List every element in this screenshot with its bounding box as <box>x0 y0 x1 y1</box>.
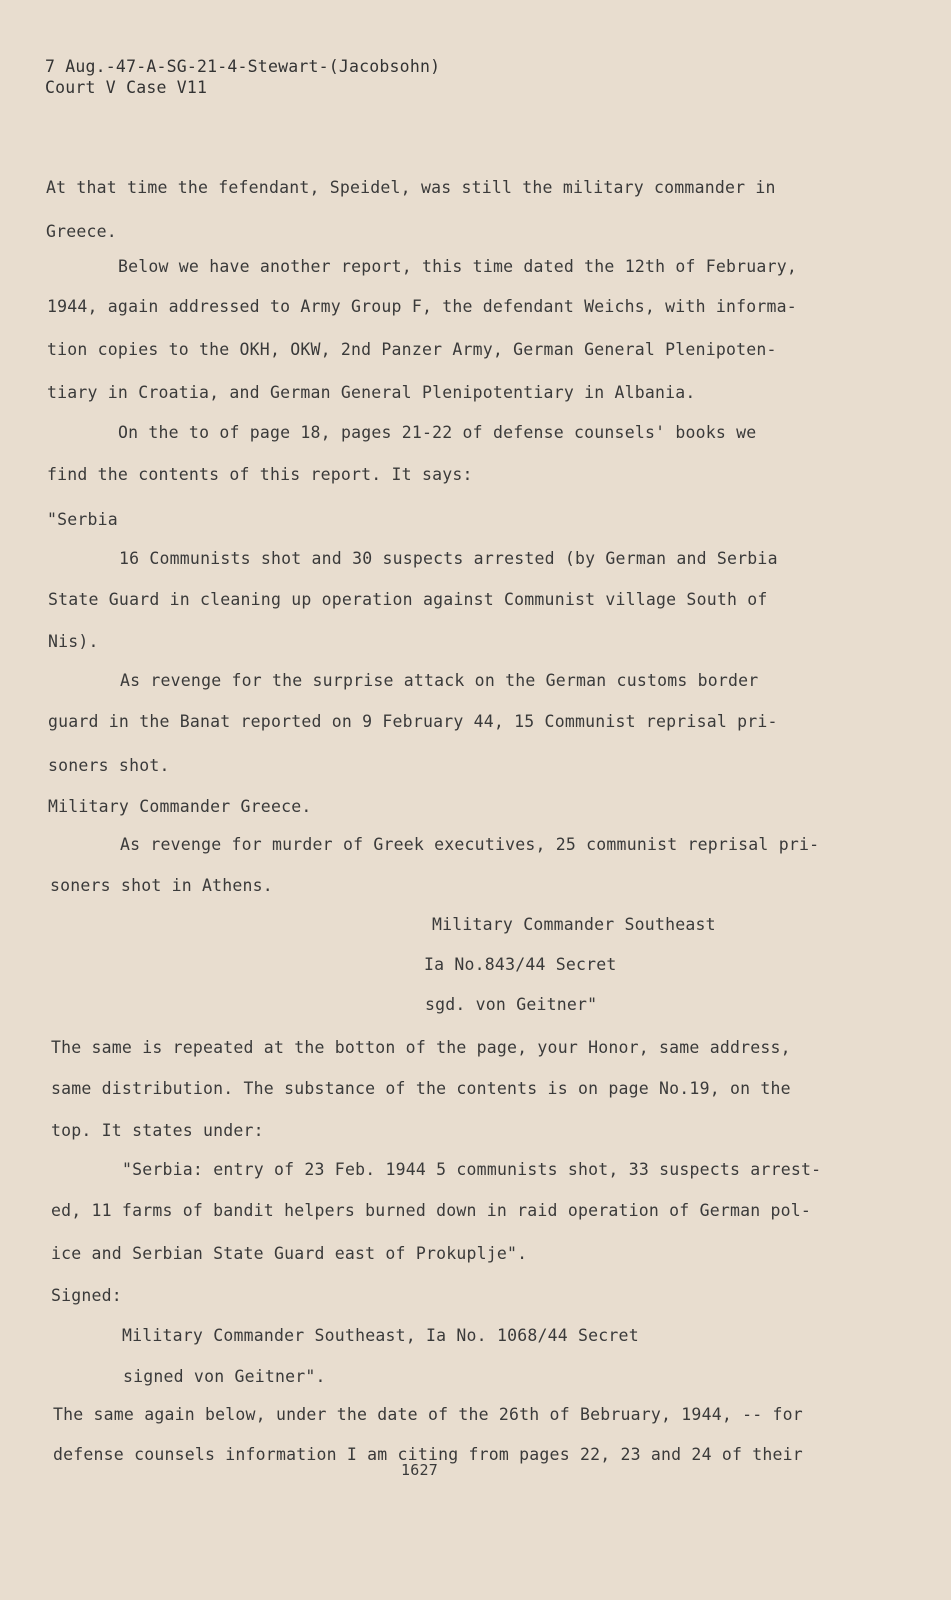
body-line: find the contents of this report. It says: <box>47 465 473 484</box>
header-line-2: Court V Case V11 <box>45 78 208 97</box>
body-line: State Guard in cleaning up operation against Communist village South of <box>48 590 768 609</box>
body-line: "Serbia: entry of 23 Feb. 1944 5 communists shot, 33 suspects arrest- <box>122 1160 822 1179</box>
body-line: 1944, again addressed to Army Group F, the defendant Weichs, with informa- <box>47 297 797 316</box>
body-line: tion copies to the OKH, OKW, 2nd Panzer Army, German General Plenipoten- <box>47 340 777 359</box>
body-line: On the to of page 18, pages 21-22 of defense counsels' books we <box>118 423 757 442</box>
header-line-1: 7 Aug.-47-A-SG-21-4-Stewart-(Jacobsohn) <box>45 57 441 76</box>
body-line: "Serbia <box>47 510 118 529</box>
body-line: At that time the fefendant, Speidel, was still the military commander in <box>46 178 776 197</box>
body-line: The same is repeated at the botton of the page, your Honor, same address, <box>51 1038 791 1057</box>
page-number: 1627 <box>401 1461 438 1479</box>
body-line: sgd. von Geitner" <box>425 995 598 1014</box>
body-line: guard in the Banat reported on 9 February 44, 15 Communist reprisal pri- <box>48 712 778 731</box>
body-line: Military Commander Southeast, Ia No. 1068/44 Secret <box>122 1326 639 1345</box>
body-line: soners shot. <box>48 756 170 775</box>
body-line: top. It states under: <box>51 1121 264 1140</box>
body-line: Nis). <box>48 632 99 651</box>
body-line: The same again below, under the date of the 26th of Bebruary, 1944, -- for <box>53 1405 803 1424</box>
body-line: Ia No.843/44 Secret <box>424 955 617 974</box>
body-line: As revenge for the surprise attack on the German customs border <box>120 671 759 690</box>
body-line: Military Commander Greece. <box>48 797 312 816</box>
body-line: tiary in Croatia, and German General Plenipotentiary in Albania. <box>47 383 696 402</box>
body-line: ed, 11 farms of bandit helpers burned down in raid operation of German pol- <box>51 1201 812 1220</box>
body-line: Signed: <box>51 1286 122 1305</box>
body-line: signed von Geitner". <box>123 1367 326 1386</box>
body-line: defense counsels information I am citing from pages 22, 23 and 24 of their <box>53 1445 803 1464</box>
body-line: As revenge for murder of Greek executives, 25 communist reprisal pri- <box>120 835 820 854</box>
body-line: same distribution. The substance of the contents is on page No.19, on the <box>51 1079 791 1098</box>
body-line: Below we have another report, this time dated the 12th of February, <box>118 257 797 276</box>
body-line: soners shot in Athens. <box>50 876 273 895</box>
body-line: 16 Communists shot and 30 suspects arrested (by German and Serbia <box>119 549 778 568</box>
body-line: Military Commander Southeast <box>432 915 716 934</box>
body-line: ice and Serbian State Guard east of Prokuplje". <box>51 1244 528 1263</box>
body-line: Greece. <box>46 222 117 241</box>
